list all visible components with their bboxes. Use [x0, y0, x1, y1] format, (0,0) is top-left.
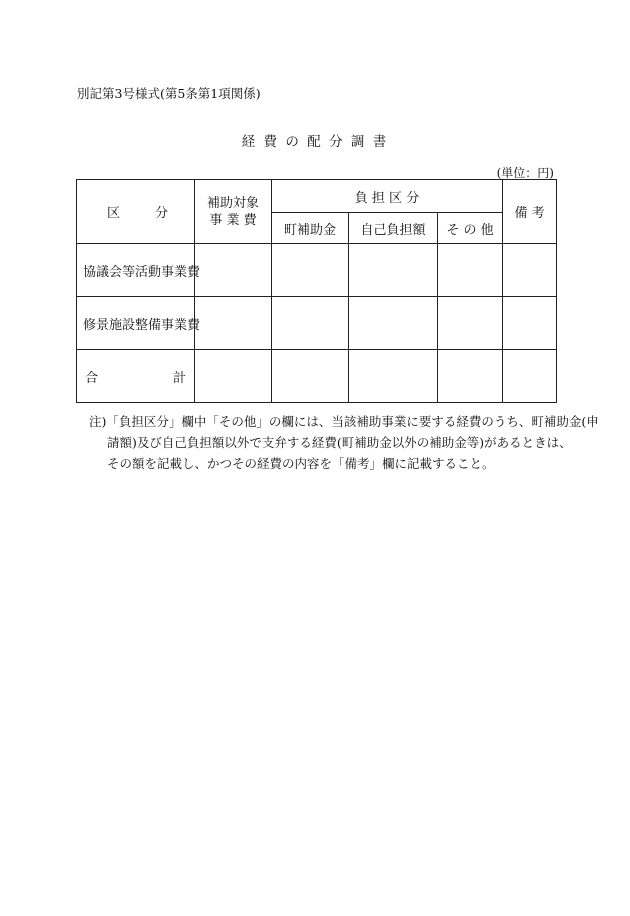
footnote-line-1: 注)「負担区分」欄中「その他」の欄には、当該補助事業に要する経費のうち、町補助金(申: [89, 414, 599, 429]
header-remarks: 備 考: [503, 180, 557, 244]
header-other: そ の 他: [438, 213, 503, 244]
row-label: 修景施設整備事業費: [77, 297, 195, 350]
total-remarks-cell[interactable]: [503, 350, 557, 403]
header-subsidy-target-line2: 事 業 費: [209, 212, 257, 228]
header-town-subsidy: 町補助金: [272, 213, 349, 244]
header-subsidy-target: [195, 180, 272, 244]
footnote: [89, 411, 599, 474]
self-burden-cell[interactable]: [349, 244, 438, 297]
table-row: [77, 244, 557, 297]
subsidy-target-cell[interactable]: [195, 297, 272, 350]
footnote-line-3: その額を記載し、かつその経費の内容を「備考」欄に記載すること。: [107, 456, 495, 471]
footnote-line-2: 請額)及び自己負担額以外で支弁する経費(町補助金以外の補助金等)があるときは、: [107, 435, 572, 450]
other-cell[interactable]: [438, 297, 503, 350]
table-row: [77, 297, 557, 350]
total-other-cell[interactable]: [438, 350, 503, 403]
self-burden-cell[interactable]: [349, 297, 438, 350]
total-self-burden-cell[interactable]: [349, 350, 438, 403]
row-label: 協議会等活動事業費: [77, 244, 195, 297]
remarks-cell[interactable]: [503, 244, 557, 297]
expense-allocation-table: [76, 179, 557, 403]
header-category: [77, 180, 195, 244]
other-cell[interactable]: [438, 244, 503, 297]
form-number: 別記第3号様式(第5条第1項関係): [77, 86, 261, 101]
header-burden-division: 負 担 区 分: [272, 180, 503, 213]
town-subsidy-cell[interactable]: [272, 297, 349, 350]
total-row: [77, 350, 557, 403]
header-row-1: [77, 180, 557, 213]
header-self-burden: 自己負担額: [349, 213, 438, 244]
total-label-left: 合: [85, 370, 99, 386]
town-subsidy-cell[interactable]: [272, 244, 349, 297]
total-subsidy-target-cell[interactable]: [195, 350, 272, 403]
total-label-right: 計: [172, 370, 186, 386]
header-category-right: 分: [154, 206, 168, 221]
total-label: [77, 350, 195, 403]
header-subsidy-target-line1: 補助対象: [206, 195, 259, 211]
remarks-cell[interactable]: [503, 297, 557, 350]
total-town-subsidy-cell[interactable]: [272, 350, 349, 403]
header-category-left: 区: [107, 206, 121, 221]
subsidy-target-cell[interactable]: [195, 244, 272, 297]
document-title: 経 費 の 配 分 調 書: [241, 134, 389, 150]
unit-label: (単位：円): [496, 166, 554, 180]
